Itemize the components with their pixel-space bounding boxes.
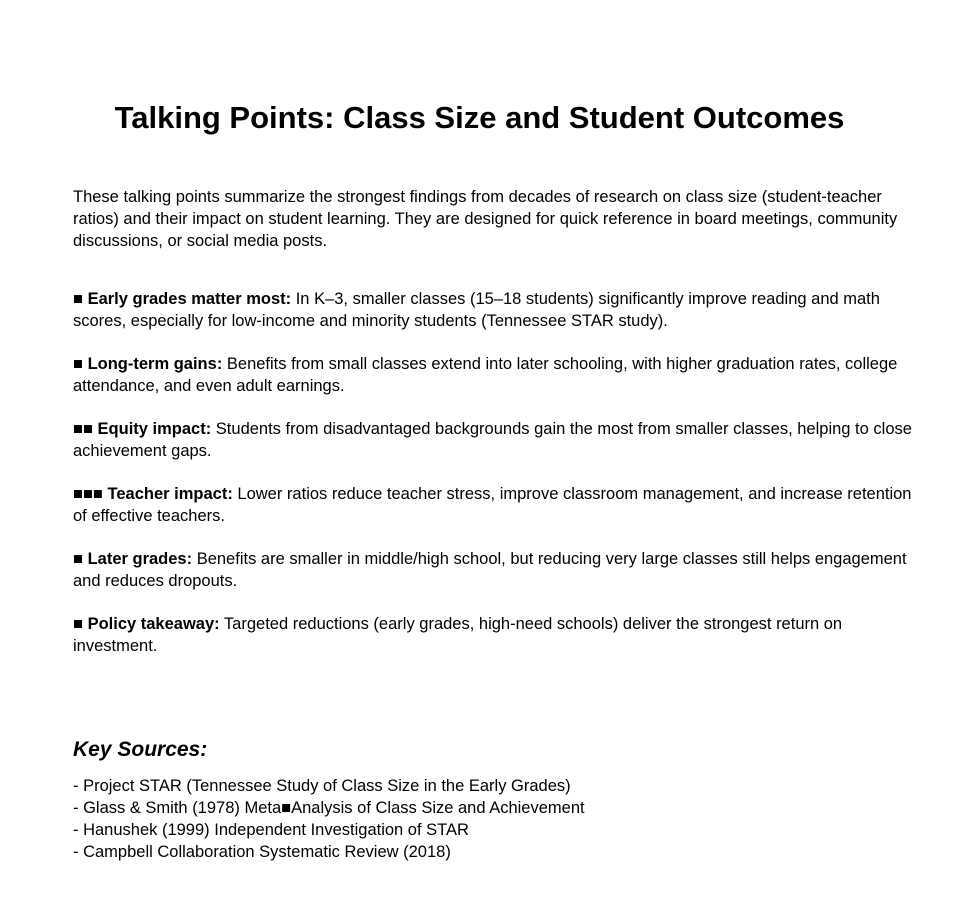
point-label: Equity impact: [97,420,212,438]
page-title: Talking Points: Class Size and Student Outcomes [114,100,845,135]
source-item: - Project STAR (Tennessee Study of Class Size in the Early Grades) [73,777,571,795]
bullet-marker: ■ [73,550,83,568]
point-text: Benefits are smaller in middle/high school, but reducing very large classes still helps engagement and reduces dropouts. [73,550,907,590]
sources-list [73,775,893,863]
source-item: - Hanushek (1999) Independent Investigation of STAR [73,821,469,839]
bullet-marker: ■ [73,355,83,373]
bullet-marker: ■ [73,290,83,308]
bullet-marker: ■ [73,615,83,633]
talking-point [73,548,913,592]
point-label: Later grades: [87,550,193,568]
point-text: Benefits from small classes extend into later schooling, with higher graduation rates, college attendance, and even adult earnings. [73,355,898,395]
talking-points-list [73,288,913,678]
point-label: Policy takeaway: [87,615,220,633]
bullet-marker: ■■ [73,420,93,438]
point-text: Students from disadvantaged backgrounds gain the most from smaller classes, helping to close achievement gaps. [73,420,912,460]
point-text: Lower ratios reduce teacher stress, improve classroom management, and increase retention of effective teachers. [73,485,912,525]
point-label: Teacher impact: [107,485,233,503]
talking-point [73,613,913,657]
bullet-marker: ■■■ [73,485,103,503]
source-item: - Glass & Smith (1978) Meta■Analysis of Class Size and Achievement [73,799,585,817]
talking-point [73,288,913,332]
point-label: Early grades matter most: [87,290,292,308]
point-label: Long-term gains: [87,355,223,373]
talking-point [73,483,913,527]
point-text: Targeted reductions (early grades, high-need schools) deliver the strongest return on investment. [73,615,843,655]
talking-point [73,418,913,462]
sources-heading: Key Sources: [73,738,208,761]
point-text: In K–3, smaller classes (15–18 students) significantly improve reading and math scores, especially for low-income and minority students (Tennessee STAR study). [73,290,880,330]
source-item: - Campbell Collaboration Systematic Review (2018) [73,843,451,861]
talking-point [73,353,913,397]
intro-paragraph: These talking points summarize the strongest findings from decades of research on class size (student-teacher ratios) and their impact on student learning. They are designed for quick reference in board meetings, community discussions, or social media posts. [73,188,898,250]
